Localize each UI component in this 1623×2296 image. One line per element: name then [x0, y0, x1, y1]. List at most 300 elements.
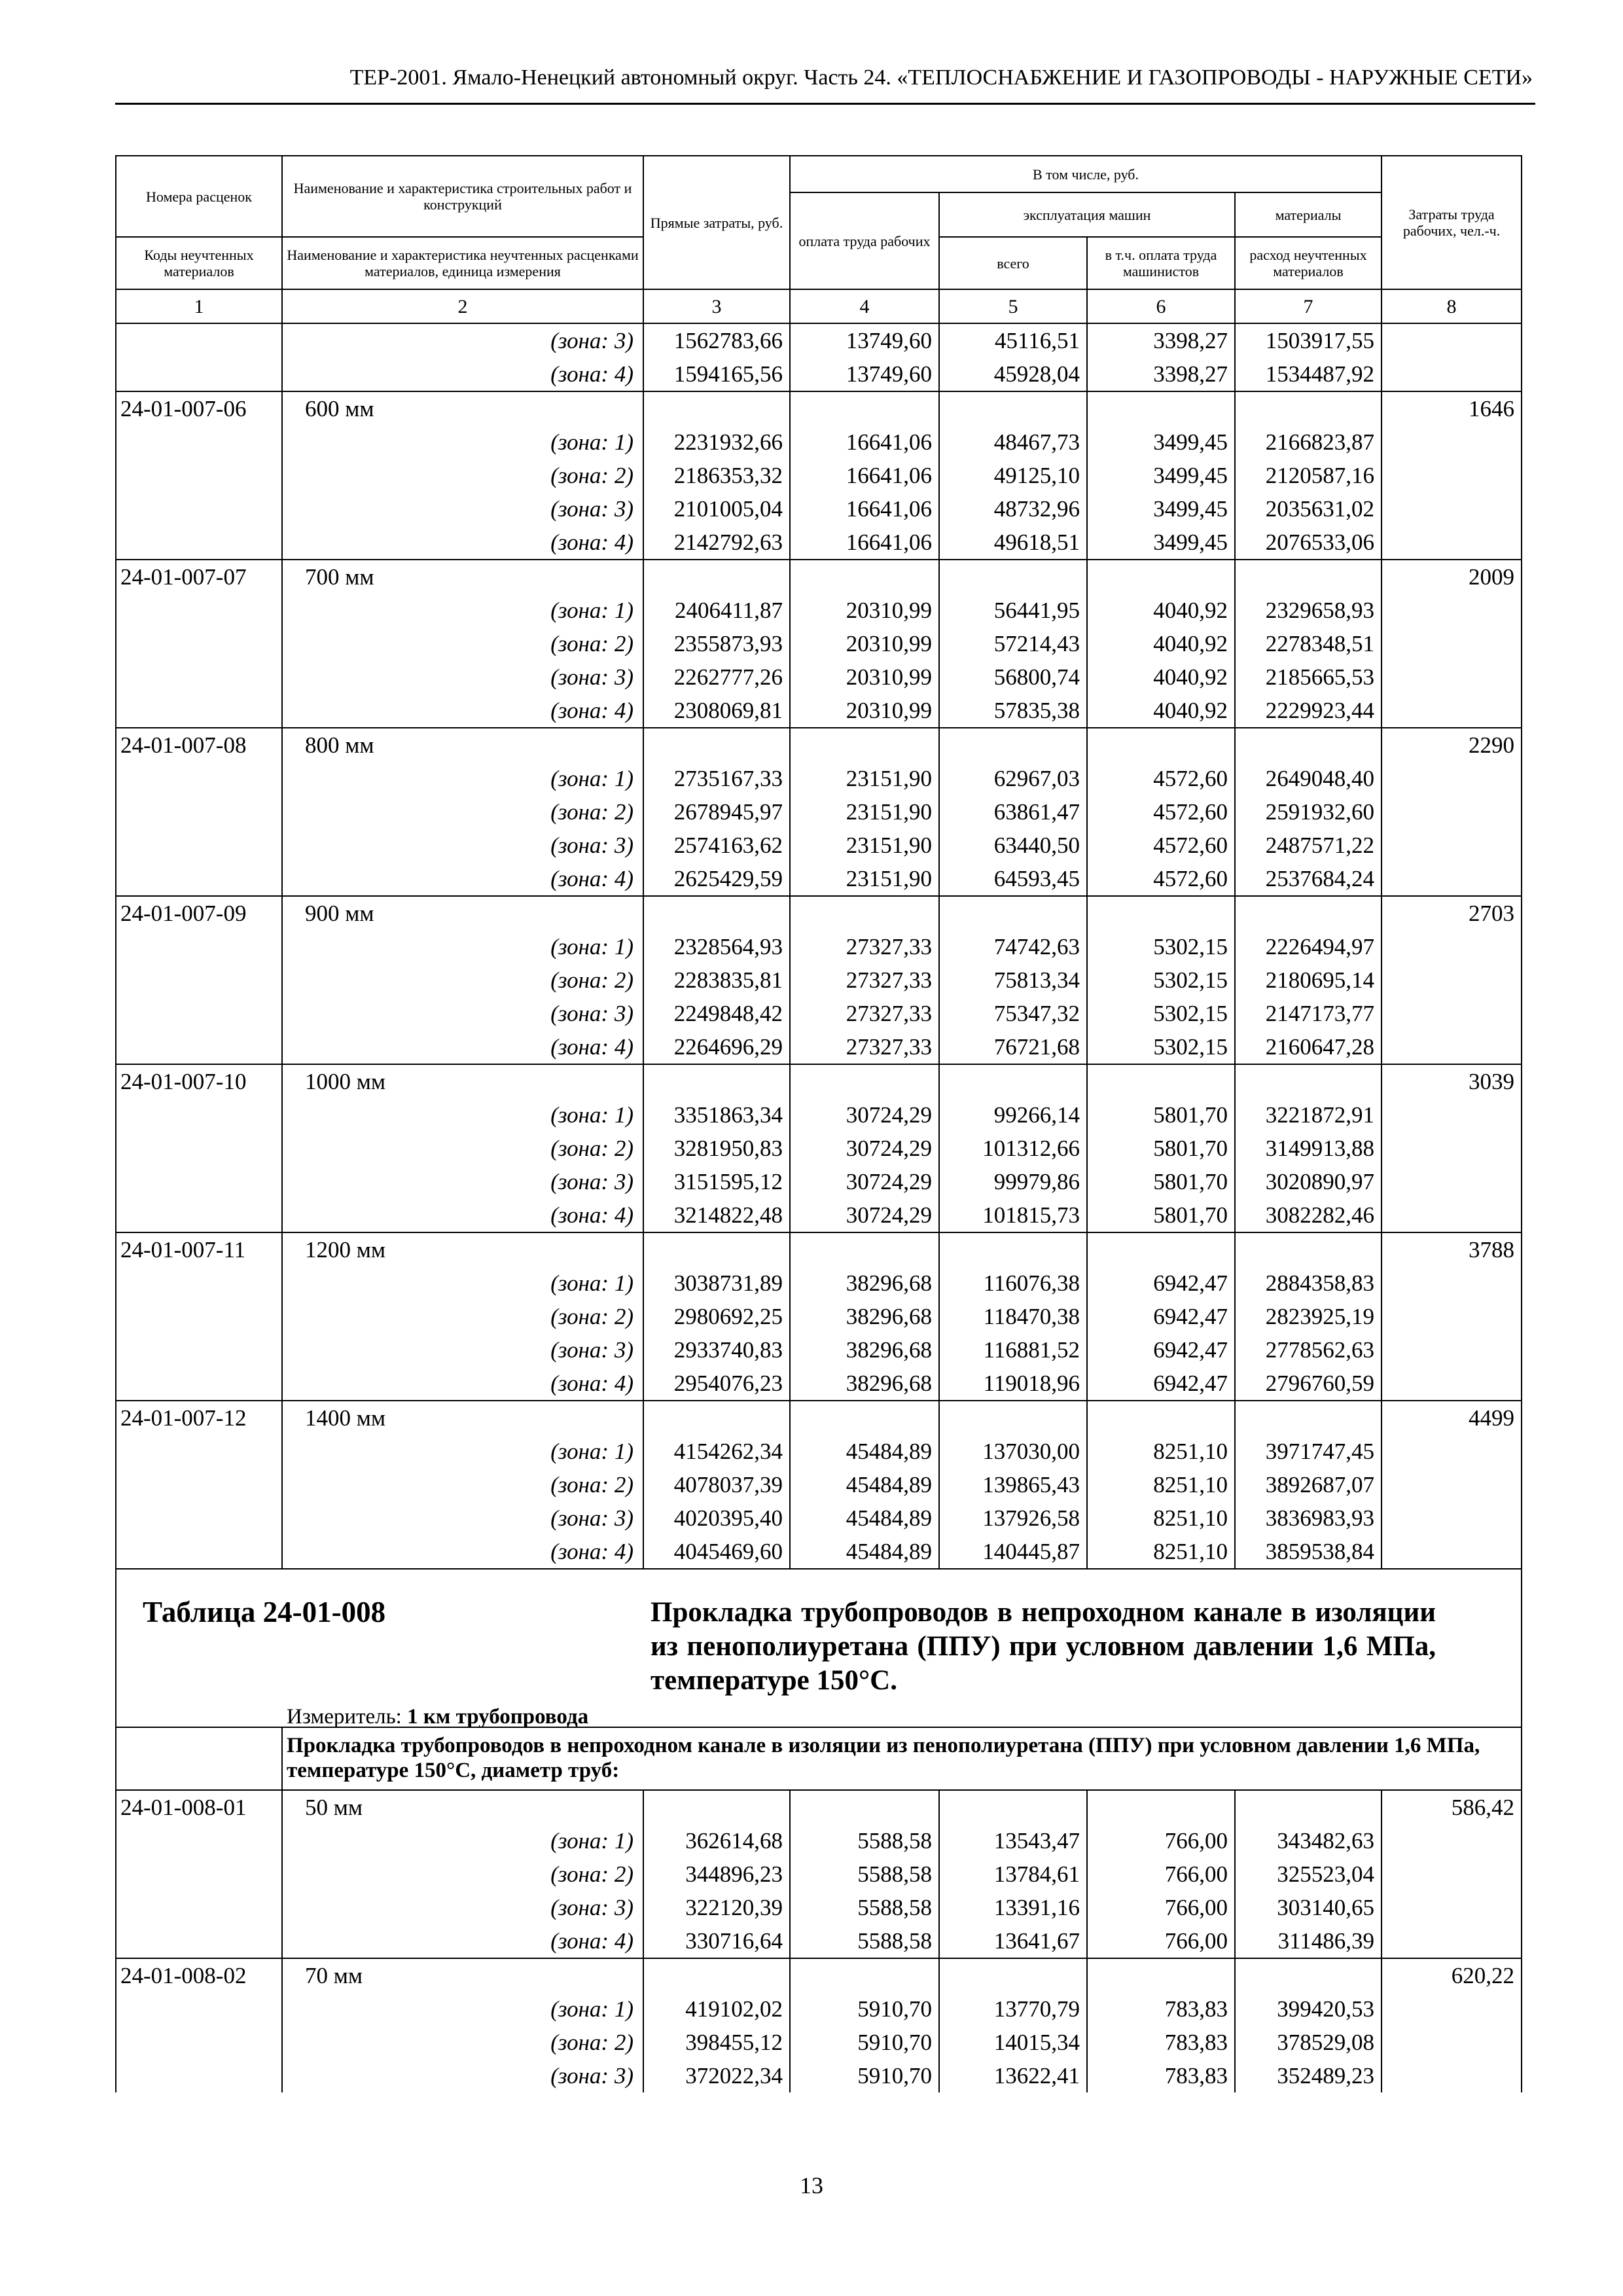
zone-row	[116, 930, 1522, 963]
material-cost: 352489,23	[1235, 2059, 1382, 2092]
material-cost: 2884358,83	[1235, 1266, 1382, 1300]
wage-cost: 45484,89	[790, 1435, 939, 1468]
col-number: 6	[1087, 289, 1235, 323]
direct-cost: 3281950,83	[643, 1132, 790, 1165]
section-code-cell	[116, 1727, 282, 1790]
empty-cell	[1087, 896, 1235, 930]
wage-cost: 27327,33	[790, 1030, 939, 1064]
table-header	[116, 156, 1522, 323]
machinist-wage: 783,83	[1087, 1992, 1235, 2026]
rate-header-row	[116, 1958, 1522, 1992]
machine-cost: 45116,51	[939, 323, 1087, 357]
zone-label: (зона: 4)	[282, 1535, 643, 1569]
machinist-wage: 6942,47	[1087, 1367, 1235, 1401]
empty-cell	[1087, 1958, 1235, 1992]
empty-cell	[1382, 694, 1522, 728]
direct-cost: 2625429,59	[643, 862, 790, 896]
wage-cost: 30724,29	[790, 1132, 939, 1165]
machine-cost: 140445,87	[939, 1535, 1087, 1569]
material-cost: 2537684,24	[1235, 862, 1382, 896]
empty-cell	[116, 2026, 282, 2059]
direct-cost: 1562783,66	[643, 323, 790, 357]
zone-label: (зона: 4)	[282, 1198, 643, 1232]
direct-cost: 2283835,81	[643, 963, 790, 997]
rate-header-row	[116, 391, 1522, 425]
labor-cost: 3039	[1382, 1064, 1522, 1098]
zone-row	[116, 1535, 1522, 1569]
empty-cell	[116, 1333, 282, 1367]
machine-cost: 75813,34	[939, 963, 1087, 997]
running-header: ТЕР-2001. Ямало-Ненецкий автономный округ. Часть 24. «ТЕПЛОСНАБЖЕНИЕ И ГАЗОПРОВОДЫ - НАРУЖНЫЕ СЕТИ»	[349, 65, 1533, 90]
machine-cost: 101815,73	[939, 1198, 1087, 1232]
group-header: В том числе, руб.	[790, 156, 1382, 192]
empty-cell	[939, 1790, 1087, 1824]
machinist-wage: 766,00	[1087, 1857, 1235, 1891]
material-cost: 399420,53	[1235, 1992, 1382, 2026]
empty-cell	[116, 930, 282, 963]
direct-cost: 322120,39	[643, 1891, 790, 1924]
machinist-wage: 4572,60	[1087, 795, 1235, 829]
empty-cell	[116, 1165, 282, 1198]
section-heading: Прокладка трубопроводов в непроходном канале в изоляции из пенополиуретана (ППУ) при условном давлении 1,6 МПа, температуре 150°С, диаметр труб:	[282, 1727, 1522, 1790]
machine-cost: 14015,34	[939, 2026, 1087, 2059]
empty-cell	[116, 357, 282, 391]
direct-cost: 2308069,81	[643, 694, 790, 728]
zone-label: (зона: 2)	[282, 2026, 643, 2059]
machinist-wage: 783,83	[1087, 2059, 1235, 2092]
machinist-wage: 4572,60	[1087, 829, 1235, 862]
empty-cell	[1235, 1401, 1382, 1435]
direct-cost: 2101005,04	[643, 492, 790, 526]
empty-cell	[1382, 1924, 1522, 1958]
machine-cost: 118470,38	[939, 1300, 1087, 1333]
wage-cost: 20310,99	[790, 694, 939, 728]
zone-row	[116, 1891, 1522, 1924]
empty-cell	[1382, 829, 1522, 862]
table-caption: Прокладка трубопроводов в непроходном канале в изоляции из пенополиуретана (ППУ) при условном давлении 1,6 МПа, температуре 150°С.	[651, 1597, 1436, 1696]
empty-cell	[116, 1132, 282, 1165]
empty-cell	[116, 1030, 282, 1064]
empty-cell	[1382, 1857, 1522, 1891]
zone-row	[116, 1165, 1522, 1198]
zone-row	[116, 694, 1522, 728]
zone-label: (зона: 1)	[282, 425, 643, 459]
zone-label: (зона: 3)	[282, 323, 643, 357]
material-cost: 3836983,93	[1235, 1501, 1382, 1535]
zone-row	[116, 1468, 1522, 1501]
empty-cell	[939, 728, 1087, 762]
empty-cell	[643, 560, 790, 594]
direct-cost: 2735167,33	[643, 762, 790, 795]
direct-cost: 4154262,34	[643, 1435, 790, 1468]
empty-cell	[1087, 560, 1235, 594]
machine-cost: 62967,03	[939, 762, 1087, 795]
col8-header: Затраты труда рабочих, чел.-ч.	[1382, 156, 1522, 289]
wage-cost: 5588,58	[790, 1924, 939, 1958]
rate-header-row	[116, 728, 1522, 762]
col7-header: расход неучтенных материалов	[1235, 237, 1382, 289]
empty-cell	[643, 1232, 790, 1266]
machinist-wage: 6942,47	[1087, 1300, 1235, 1333]
empty-cell	[116, 1824, 282, 1857]
machinist-wage: 6942,47	[1087, 1333, 1235, 1367]
empty-cell	[939, 1064, 1087, 1098]
empty-cell	[116, 1857, 282, 1891]
rate-name: 1200 мм	[282, 1232, 643, 1266]
direct-cost: 4045469,60	[643, 1535, 790, 1569]
rate-name: 50 мм	[282, 1790, 643, 1824]
machinist-wage: 5302,15	[1087, 930, 1235, 963]
table-number: Таблица 24-01-008	[143, 1596, 386, 1628]
rate-name: 600 мм	[282, 391, 643, 425]
zone-label: (зона: 2)	[282, 459, 643, 492]
zone-label: (зона: 3)	[282, 997, 643, 1030]
wage-cost: 38296,68	[790, 1333, 939, 1367]
machinist-wage: 3499,45	[1087, 492, 1235, 526]
machinist-wage: 8251,10	[1087, 1501, 1235, 1535]
empty-cell	[116, 1992, 282, 2026]
zone-row	[116, 1924, 1522, 1958]
wage-cost: 45484,89	[790, 1501, 939, 1535]
empty-cell	[1087, 728, 1235, 762]
empty-cell	[1382, 963, 1522, 997]
zone-row	[116, 660, 1522, 694]
direct-cost: 3038731,89	[643, 1266, 790, 1300]
wage-cost: 23151,90	[790, 795, 939, 829]
material-cost: 2185665,53	[1235, 660, 1382, 694]
material-cost: 2226494,97	[1235, 930, 1382, 963]
rate-code: 24-01-007-07	[116, 560, 282, 594]
empty-cell	[1382, 1501, 1522, 1535]
machinist-wage: 3398,27	[1087, 323, 1235, 357]
table-body-007	[116, 323, 1522, 1569]
empty-cell	[1235, 1232, 1382, 1266]
material-cost: 1534487,92	[1235, 357, 1382, 391]
empty-cell	[1382, 526, 1522, 560]
zone-row	[116, 1992, 1522, 2026]
material-cost: 3082282,46	[1235, 1198, 1382, 1232]
wage-cost: 30724,29	[790, 1098, 939, 1132]
empty-cell	[1382, 930, 1522, 963]
machine-cost: 116881,52	[939, 1333, 1087, 1367]
direct-cost: 2933740,83	[643, 1333, 790, 1367]
machine-cost: 49125,10	[939, 459, 1087, 492]
labor-cost: 620,22	[1382, 1958, 1522, 1992]
machinist-wage: 5302,15	[1087, 997, 1235, 1030]
direct-cost: 3351863,34	[643, 1098, 790, 1132]
meter-label: Измеритель:	[287, 1705, 402, 1727]
empty-cell	[116, 1535, 282, 1569]
zone-label: (зона: 3)	[282, 1501, 643, 1535]
material-cost: 2823925,19	[1235, 1300, 1382, 1333]
empty-cell	[1235, 560, 1382, 594]
empty-cell	[1382, 2059, 1522, 2092]
col1-header-bottom: Коды неучтенных материалов	[116, 237, 282, 289]
zone-label: (зона: 1)	[282, 1098, 643, 1132]
machinist-wage: 8251,10	[1087, 1468, 1235, 1501]
empty-cell	[790, 560, 939, 594]
machinist-wage: 8251,10	[1087, 1435, 1235, 1468]
col2-header-bottom: Наименование и характеристика неучтенных расценками материалов, единица измерения	[282, 237, 643, 289]
empty-cell	[939, 391, 1087, 425]
empty-cell	[939, 1401, 1087, 1435]
zone-label: (зона: 3)	[282, 1165, 643, 1198]
material-cost: 3020890,97	[1235, 1165, 1382, 1198]
rate-name: 70 мм	[282, 1958, 643, 1992]
zone-row	[116, 526, 1522, 560]
material-cost: 2229923,44	[1235, 694, 1382, 728]
empty-cell	[116, 1367, 282, 1401]
zone-row	[116, 425, 1522, 459]
machinist-wage: 4040,92	[1087, 627, 1235, 660]
material-cost: 343482,63	[1235, 1824, 1382, 1857]
empty-cell	[116, 963, 282, 997]
machine-cost: 139865,43	[939, 1468, 1087, 1501]
empty-cell	[643, 1401, 790, 1435]
wage-cost: 30724,29	[790, 1165, 939, 1198]
zone-row	[116, 594, 1522, 627]
zone-row	[116, 1367, 1522, 1401]
empty-cell	[1382, 1300, 1522, 1333]
empty-cell	[1382, 1165, 1522, 1198]
empty-cell	[116, 694, 282, 728]
zone-row	[116, 862, 1522, 896]
empty-cell	[939, 1958, 1087, 1992]
labor-cost: 3788	[1382, 1232, 1522, 1266]
rate-name: 700 мм	[282, 560, 643, 594]
empty-cell	[116, 795, 282, 829]
material-cost: 2166823,87	[1235, 425, 1382, 459]
zone-row	[116, 829, 1522, 862]
direct-cost: 2574163,62	[643, 829, 790, 862]
zone-row	[116, 963, 1522, 997]
direct-cost: 372022,34	[643, 2059, 790, 2092]
rate-name: 1400 мм	[282, 1401, 643, 1435]
machinist-wage: 766,00	[1087, 1891, 1235, 1924]
material-cost: 2796760,59	[1235, 1367, 1382, 1401]
rate-name: 1000 мм	[282, 1064, 643, 1098]
zone-row	[116, 1030, 1522, 1064]
empty-cell	[1382, 1367, 1522, 1401]
wage-cost: 27327,33	[790, 930, 939, 963]
empty-cell	[1382, 1132, 1522, 1165]
meter-value: 1 км трубопровода	[407, 1705, 589, 1727]
meter-line	[287, 1700, 588, 1727]
col-number: 5	[939, 289, 1087, 323]
zone-label: (зона: 1)	[282, 1266, 643, 1300]
empty-cell	[1382, 492, 1522, 526]
wage-cost: 20310,99	[790, 660, 939, 694]
empty-cell	[1087, 1401, 1235, 1435]
col-number: 3	[643, 289, 790, 323]
machine-cost: 13641,67	[939, 1924, 1087, 1958]
empty-cell	[116, 762, 282, 795]
direct-cost: 4078037,39	[643, 1468, 790, 1501]
machine-cost: 57214,43	[939, 627, 1087, 660]
empty-cell	[116, 594, 282, 627]
empty-cell	[1235, 896, 1382, 930]
empty-cell	[116, 526, 282, 560]
zone-label: (зона: 2)	[282, 1857, 643, 1891]
wage-cost: 5588,58	[790, 1824, 939, 1857]
empty-cell	[116, 829, 282, 862]
zone-row	[116, 2026, 1522, 2059]
machinist-wage: 6942,47	[1087, 1266, 1235, 1300]
machine-cost: 13784,61	[939, 1857, 1087, 1891]
empty-cell	[116, 1891, 282, 1924]
zone-label: (зона: 1)	[282, 930, 643, 963]
empty-cell	[1382, 997, 1522, 1030]
wage-cost: 13749,60	[790, 323, 939, 357]
labor-cost: 586,42	[1382, 1790, 1522, 1824]
zone-label: (зона: 1)	[282, 762, 643, 795]
zone-label: (зона: 1)	[282, 594, 643, 627]
materials-header: материалы	[1235, 192, 1382, 237]
empty-cell	[116, 627, 282, 660]
empty-cell	[1087, 1064, 1235, 1098]
machine-cost: 64593,45	[939, 862, 1087, 896]
machine-cost: 56441,95	[939, 594, 1087, 627]
material-cost: 2649048,40	[1235, 762, 1382, 795]
labor-cost: 2703	[1382, 896, 1522, 930]
col-number: 4	[790, 289, 939, 323]
wage-cost: 5588,58	[790, 1857, 939, 1891]
machinist-wage: 4040,92	[1087, 594, 1235, 627]
zone-row	[116, 1098, 1522, 1132]
rate-header-row	[116, 1790, 1522, 1824]
zone-row	[116, 459, 1522, 492]
col3-header: Прямые затраты, руб.	[643, 156, 790, 289]
zone-row	[116, 1824, 1522, 1857]
empty-cell	[643, 1958, 790, 1992]
machine-cost: 119018,96	[939, 1367, 1087, 1401]
zone-row	[116, 1333, 1522, 1367]
empty-cell	[116, 1098, 282, 1132]
zone-label: (зона: 3)	[282, 660, 643, 694]
machine-cost: 99266,14	[939, 1098, 1087, 1132]
empty-cell	[116, 1435, 282, 1468]
material-cost: 2329658,93	[1235, 594, 1382, 627]
rate-header-row	[116, 1232, 1522, 1266]
zone-row	[116, 1266, 1522, 1300]
wage-cost: 16641,06	[790, 492, 939, 526]
empty-cell	[790, 896, 939, 930]
direct-cost: 2249848,42	[643, 997, 790, 1030]
direct-cost: 2355873,93	[643, 627, 790, 660]
zone-label: (зона: 3)	[282, 829, 643, 862]
empty-cell	[1235, 1064, 1382, 1098]
rate-header-row	[116, 1401, 1522, 1435]
material-cost: 3149913,88	[1235, 1132, 1382, 1165]
wage-cost: 20310,99	[790, 627, 939, 660]
empty-cell	[116, 2059, 282, 2092]
direct-cost: 2328564,93	[643, 930, 790, 963]
direct-cost: 2264696,29	[643, 1030, 790, 1064]
material-cost: 2487571,22	[1235, 829, 1382, 862]
machine-cost: 137926,58	[939, 1501, 1087, 1535]
table-title-cell	[116, 1569, 1522, 1727]
wage-cost: 30724,29	[790, 1198, 939, 1232]
empty-cell	[1382, 762, 1522, 795]
wage-cost: 27327,33	[790, 997, 939, 1030]
material-cost: 2120587,16	[1235, 459, 1382, 492]
material-cost: 3971747,45	[1235, 1435, 1382, 1468]
machinist-wage: 783,83	[1087, 2026, 1235, 2059]
zone-label: (зона: 3)	[282, 1333, 643, 1367]
empty-cell	[643, 391, 790, 425]
zone-label: (зона: 3)	[282, 492, 643, 526]
direct-cost: 2980692,25	[643, 1300, 790, 1333]
material-cost: 311486,39	[1235, 1924, 1382, 1958]
empty-cell	[1382, 1333, 1522, 1367]
rate-header-row	[116, 896, 1522, 930]
zone-label: (зона: 1)	[282, 1824, 643, 1857]
wage-cost: 23151,90	[790, 829, 939, 862]
machine-cost: 63440,50	[939, 829, 1087, 862]
machinist-wage: 5302,15	[1087, 1030, 1235, 1064]
machinist-wage: 5801,70	[1087, 1098, 1235, 1132]
machinist-wage: 4572,60	[1087, 862, 1235, 896]
direct-cost: 2186353,32	[643, 459, 790, 492]
zone-label: (зона: 2)	[282, 1300, 643, 1333]
col5-header: всего	[939, 237, 1087, 289]
rate-code: 24-01-008-02	[116, 1958, 282, 1992]
machine-cost: 13770,79	[939, 1992, 1087, 2026]
rate-code: 24-01-007-11	[116, 1232, 282, 1266]
zone-label: (зона: 2)	[282, 795, 643, 829]
machinist-wage: 766,00	[1087, 1824, 1235, 1857]
rate-header-row	[116, 560, 1522, 594]
zone-label: (зона: 3)	[282, 1891, 643, 1924]
zone-label: (зона: 2)	[282, 963, 643, 997]
machine-cost: 75347,32	[939, 997, 1087, 1030]
wage-cost: 38296,68	[790, 1367, 939, 1401]
zone-row	[116, 1501, 1522, 1535]
empty-cell	[1382, 1198, 1522, 1232]
empty-cell	[790, 1958, 939, 1992]
empty-cell	[939, 1232, 1087, 1266]
wage-cost: 45484,89	[790, 1468, 939, 1501]
col1-header-top: Номера расценок	[116, 156, 282, 237]
empty-cell	[1382, 1030, 1522, 1064]
direct-cost: 2142792,63	[643, 526, 790, 560]
wage-cost: 45484,89	[790, 1535, 939, 1569]
zone-row	[116, 323, 1522, 357]
col2-header-top: Наименование и характеристика строительных работ и конструкций	[282, 156, 643, 237]
empty-cell	[1382, 323, 1522, 357]
wage-cost: 27327,33	[790, 963, 939, 997]
empty-cell	[116, 1266, 282, 1300]
empty-cell	[116, 1501, 282, 1535]
machine-cost: 116076,38	[939, 1266, 1087, 1300]
empty-cell	[1235, 1958, 1382, 1992]
material-cost: 2076533,06	[1235, 526, 1382, 560]
material-cost: 2778562,63	[1235, 1333, 1382, 1367]
empty-cell	[643, 728, 790, 762]
machinist-wage: 4572,60	[1087, 762, 1235, 795]
empty-cell	[1235, 1790, 1382, 1824]
direct-cost: 4020395,40	[643, 1501, 790, 1535]
wage-cost: 13749,60	[790, 357, 939, 391]
rate-code: 24-01-007-06	[116, 391, 282, 425]
empty-cell	[643, 1790, 790, 1824]
machinist-wage: 3499,45	[1087, 459, 1235, 492]
zone-row	[116, 997, 1522, 1030]
machine-cost: 74742,63	[939, 930, 1087, 963]
labor-cost: 2290	[1382, 728, 1522, 762]
rate-code: 24-01-007-10	[116, 1064, 282, 1098]
rates-table	[115, 155, 1522, 2092]
